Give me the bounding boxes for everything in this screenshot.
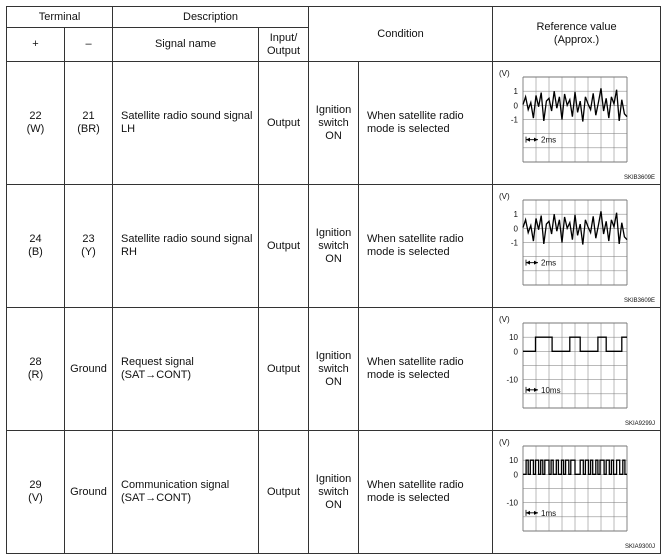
input-output-value: Output — [259, 308, 309, 431]
arrow-left-icon — [526, 388, 530, 392]
reference-value-header-line-2: (Approx.) — [553, 34, 600, 46]
plus-terminal-line-2: (V) — [28, 492, 43, 504]
waveform-tick-label: -10 — [506, 375, 519, 385]
ignition-switch-state-line-2: switch — [318, 485, 349, 498]
waveform-unit-label: (V) — [499, 438, 510, 447]
reference-value-header — [493, 7, 661, 62]
signal-name-line-1: Communication signal — [121, 479, 230, 491]
arrow-left-icon — [526, 261, 530, 265]
ignition-switch-state-line-3: ON — [325, 498, 342, 511]
waveform-grid — [523, 446, 627, 531]
condition-text — [359, 431, 493, 554]
minus-terminal — [65, 62, 113, 185]
ignition-switch-state — [309, 62, 359, 185]
table-row — [7, 62, 661, 185]
reference-value-waveform-cell — [493, 308, 661, 431]
signal-name-line-2: LH — [121, 123, 136, 135]
terminal-reference-table — [6, 6, 661, 554]
minus-terminal-line-2: (Y) — [81, 246, 96, 258]
reference-value-waveform-cell — [493, 185, 661, 308]
plus-terminal-line-1: 29 — [29, 479, 42, 491]
minus-terminal-line-1: 23 — [82, 233, 95, 245]
input-output-value: Output — [259, 62, 309, 185]
waveform-tick-label: 0 — [513, 224, 519, 234]
arrow-left-icon — [526, 511, 530, 515]
waveform-trace — [523, 460, 627, 474]
condition-text-line-2: mode is selected — [367, 369, 450, 381]
plus-terminal-line-2: (R) — [27, 369, 44, 381]
ignition-switch-state — [309, 431, 359, 554]
minus-terminal — [65, 308, 113, 431]
waveform-grid — [523, 77, 627, 162]
waveform-tick-label: 10 — [509, 456, 519, 466]
reference-value-header-line-1: Reference value — [536, 21, 617, 33]
condition-text — [359, 308, 493, 431]
time-scale-label: 2ms — [541, 135, 557, 145]
ignition-switch-state — [309, 185, 359, 308]
description-header: Description — [113, 7, 309, 28]
condition-text-line-2: mode is selected — [367, 492, 450, 504]
minus-terminal — [65, 431, 113, 554]
waveform-tick-label: -10 — [506, 498, 519, 508]
minus-terminal-header: – — [65, 28, 113, 62]
waveform-grid — [523, 200, 627, 285]
table-row — [7, 431, 661, 554]
minus-terminal-line-2: (BR) — [77, 123, 100, 135]
plus-terminal-line-1: 22 — [29, 110, 42, 122]
condition-text — [359, 185, 493, 308]
ignition-switch-state-line-1: Ignition — [315, 349, 352, 362]
plus-terminal-header: + — [7, 28, 65, 62]
condition-header: Condition — [309, 7, 493, 62]
signal-name-header: Signal name — [113, 28, 259, 62]
minus-terminal-line-1: Ground — [70, 362, 107, 375]
minus-terminal-line-1: Ground — [70, 485, 107, 498]
waveform-tick-label: 0 — [513, 470, 519, 480]
signal-name-line-2: (SAT→CONT) — [121, 492, 192, 504]
condition-text-line-2: mode is selected — [367, 246, 450, 258]
waveform-tick-label: -1 — [510, 238, 519, 248]
signal-name — [113, 431, 259, 554]
waveform-tick-label: 10 — [509, 333, 519, 343]
terminal-reference-sheet — [6, 6, 661, 554]
ignition-switch-state — [309, 308, 359, 431]
minus-terminal — [65, 185, 113, 308]
input-output-value: Output — [259, 431, 309, 554]
ignition-switch-state-line-1: Ignition — [315, 226, 352, 239]
ignition-switch-state-line-2: switch — [318, 362, 349, 375]
figure-code: SKIA9299J — [625, 421, 656, 427]
plus-terminal-line-1: 28 — [29, 356, 42, 368]
waveform-tick-label: 0 — [513, 101, 519, 111]
terminal-header: Terminal — [7, 7, 113, 28]
table-row — [7, 308, 661, 431]
condition-text-line-1: When satellite radio — [367, 233, 464, 245]
signal-name-line-1: Satellite radio sound signal — [121, 233, 253, 245]
input-output-header-line-2: Output — [267, 44, 301, 57]
waveform-unit-label: (V) — [499, 192, 510, 201]
plus-terminal — [7, 431, 65, 554]
waveform-grid — [523, 323, 627, 408]
waveform-tick-label: 1 — [513, 87, 519, 97]
waveform-unit-label: (V) — [499, 315, 510, 324]
waveform-pulse — [493, 432, 659, 552]
waveform-unit-label: (V) — [499, 69, 510, 78]
time-scale-label: 1ms — [541, 508, 557, 518]
table-row — [7, 185, 661, 308]
ignition-switch-state-line-1: Ignition — [315, 472, 352, 485]
signal-name — [113, 308, 259, 431]
ignition-switch-state-line-2: switch — [318, 239, 349, 252]
ignition-switch-state-line-3: ON — [325, 129, 342, 142]
plus-terminal-line-1: 24 — [29, 233, 42, 245]
waveform-audio — [493, 63, 659, 183]
waveform-tick-label: 0 — [513, 347, 519, 357]
input-output-header-line-1: Input/ — [269, 31, 298, 44]
plus-terminal — [7, 308, 65, 431]
ignition-switch-state-line-3: ON — [325, 375, 342, 388]
condition-text-line-1: When satellite radio — [367, 479, 464, 491]
waveform-tick-label: 1 — [513, 210, 519, 220]
condition-text — [359, 62, 493, 185]
figure-code: SKIB3609E — [624, 175, 656, 181]
waveform-tick-label: -1 — [510, 115, 519, 125]
arrow-left-icon — [526, 138, 530, 142]
time-scale-label: 2ms — [541, 258, 557, 268]
plus-terminal — [7, 185, 65, 308]
ignition-switch-state-line-3: ON — [325, 252, 342, 265]
time-scale-label: 10ms — [541, 385, 561, 395]
signal-name — [113, 62, 259, 185]
plus-terminal-line-2: (B) — [28, 246, 43, 258]
input-output-header — [259, 28, 309, 62]
signal-name-line-2: RH — [121, 246, 137, 258]
header-row-top — [7, 7, 661, 28]
input-output-value: Output — [259, 185, 309, 308]
reference-value-waveform-cell — [493, 431, 661, 554]
figure-code: SKIB3609E — [624, 298, 656, 304]
reference-value-waveform-cell — [493, 62, 661, 185]
plus-terminal — [7, 62, 65, 185]
ignition-switch-state-line-2: switch — [318, 116, 349, 129]
condition-text-line-1: When satellite radio — [367, 356, 464, 368]
condition-text-line-2: mode is selected — [367, 123, 450, 135]
condition-text-line-1: When satellite radio — [367, 110, 464, 122]
figure-code: SKIA9300J — [625, 544, 656, 550]
signal-name — [113, 185, 259, 308]
waveform-pulse — [493, 309, 659, 429]
signal-name-line-2: (SAT→CONT) — [121, 369, 192, 381]
signal-name-line-1: Satellite radio sound signal — [121, 110, 253, 122]
signal-name-line-1: Request signal — [121, 356, 194, 368]
minus-terminal-line-1: 21 — [82, 110, 95, 122]
plus-terminal-line-2: (W) — [26, 123, 45, 135]
ignition-switch-state-line-1: Ignition — [315, 103, 352, 116]
waveform-audio — [493, 186, 659, 306]
